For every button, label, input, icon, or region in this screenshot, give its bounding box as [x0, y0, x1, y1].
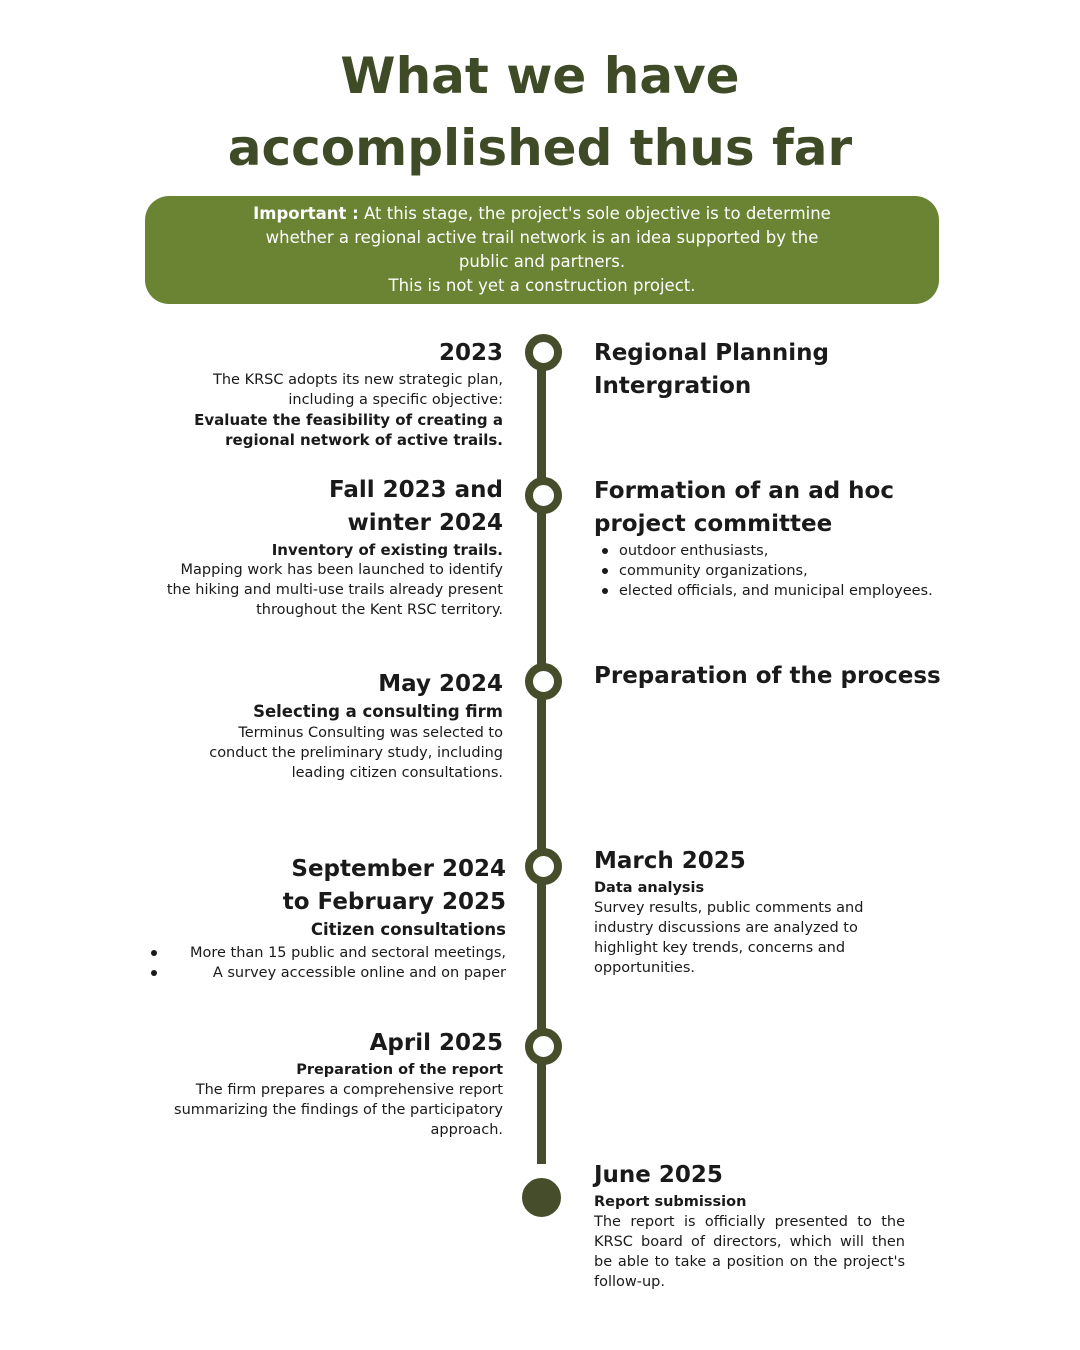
description-line: summarizing the findings of the participatory — [174, 1102, 503, 1118]
list-item: A survey accessible online and on paper — [147, 963, 506, 983]
stage-committee — [594, 475, 933, 601]
timeline-node-2023 — [525, 334, 562, 371]
milestone-subtitle: Citizen consultations — [310, 920, 506, 939]
page-title-line-1: What we have — [340, 47, 740, 105]
timeline-node-may-2024 — [525, 663, 562, 700]
list-item: More than 15 public and sectoral meetings, — [147, 943, 506, 963]
stage-preparation-of-process: Preparation of the process — [594, 663, 941, 689]
page-title — [0, 40, 1080, 184]
milestone-june-2025 — [594, 1159, 905, 1292]
list-item: community organizations, — [594, 561, 933, 581]
date-line: Fall 2023 and — [328, 477, 503, 503]
page-title-line-2: accomplished thus far — [227, 119, 853, 177]
description-line: the hiking and multi-use trails already present — [166, 582, 503, 598]
timeline-node-june-2025 — [522, 1178, 561, 1217]
milestone-subtitle: Preparation of the report — [296, 1062, 503, 1078]
date-line: to February 2025 — [282, 889, 506, 915]
milestone-subtitle: Inventory of existing trails. — [271, 541, 503, 559]
notice-line-2: whether a regional active trail network is an idea supported by the — [265, 228, 819, 247]
description-line: Survey results, public comments and — [594, 900, 864, 916]
important-notice — [145, 196, 939, 304]
milestone-date — [167, 474, 503, 540]
milestone-description — [174, 1080, 503, 1140]
milestone-subtitle: Selecting a consulting firm — [253, 702, 503, 721]
milestone-subtitle: Data analysis — [594, 880, 705, 896]
description-line: opportunities. — [594, 960, 696, 976]
list-item: outdoor enthusiasts, — [594, 541, 933, 561]
stage-heading-line: Formation of an ad hoc — [594, 478, 894, 504]
objective-line: Evaluate the feasibility of creating a — [194, 411, 503, 429]
milestone-date: May 2024 — [378, 671, 503, 697]
list-item: elected officials, and municipal employees. — [594, 581, 933, 601]
description-line: approach. — [430, 1122, 503, 1138]
committee-members-list — [594, 541, 933, 601]
timeline-node-april-2025 — [525, 1028, 562, 1065]
milestone-fall-2023 — [167, 474, 503, 620]
description-line: highlight key trends, concerns and — [594, 940, 846, 956]
stage-heading-line: Regional Planning — [594, 340, 829, 366]
milestone-may-2024 — [209, 668, 503, 783]
milestone-description: The report is officially presented to the KRSC board of directors, which will then be able to take a position on the project's follow-up. — [594, 1214, 905, 1290]
stage-heading-line: Intergration — [594, 373, 752, 399]
milestone-description — [194, 370, 503, 410]
date-line: September 2024 — [291, 856, 506, 882]
milestone-april-2025 — [174, 1027, 503, 1140]
milestone-date — [283, 853, 506, 919]
milestone-description — [167, 560, 503, 620]
description-line: The KRSC adopts its new strategic plan, — [213, 372, 503, 388]
timeline-node-fall-2023 — [525, 477, 562, 514]
objective-line: regional network of active trails. — [225, 431, 503, 449]
milestone-2023 — [194, 337, 503, 450]
milestone-date: April 2025 — [369, 1030, 503, 1056]
stage-heading — [594, 475, 933, 541]
notice-line-4: This is not yet a construction project. — [388, 276, 696, 295]
notice-line-3: public and partners. — [458, 252, 626, 271]
timeline-node-september-2024 — [525, 848, 562, 885]
notice-line-1 — [145, 202, 939, 226]
description-line: The firm prepares a comprehensive report — [195, 1082, 503, 1098]
description-line: Mapping work has been launched to identify — [180, 562, 503, 578]
milestone-march-2025 — [594, 845, 863, 978]
stage-regional-planning — [594, 337, 829, 403]
milestone-description — [209, 723, 503, 783]
milestone-subtitle: Report submission — [594, 1194, 747, 1210]
description-line: leading citizen consultations. — [291, 765, 503, 781]
description-line: including a specific objective: — [288, 392, 503, 408]
consultations-list — [147, 943, 506, 983]
description-line: industry discussions are analyzed to — [594, 920, 858, 936]
description-line: conduct the preliminary study, including — [209, 745, 503, 761]
milestone-description — [594, 898, 863, 978]
milestone-objective — [194, 410, 503, 450]
milestone-date: 2023 — [438, 340, 503, 366]
notice-text-1: At this stage, the project's sole objective is to determine — [358, 204, 831, 223]
milestone-date: March 2025 — [594, 848, 746, 874]
stage-heading-line: project committee — [594, 511, 833, 537]
milestone-september-2024 — [283, 853, 506, 941]
date-line: winter 2024 — [347, 510, 503, 536]
milestone-date: June 2025 — [594, 1162, 723, 1188]
description-line: Terminus Consulting was selected to — [238, 725, 503, 741]
description-line: throughout the Kent RSC territory. — [256, 602, 503, 618]
notice-label: Important : — [253, 204, 359, 223]
